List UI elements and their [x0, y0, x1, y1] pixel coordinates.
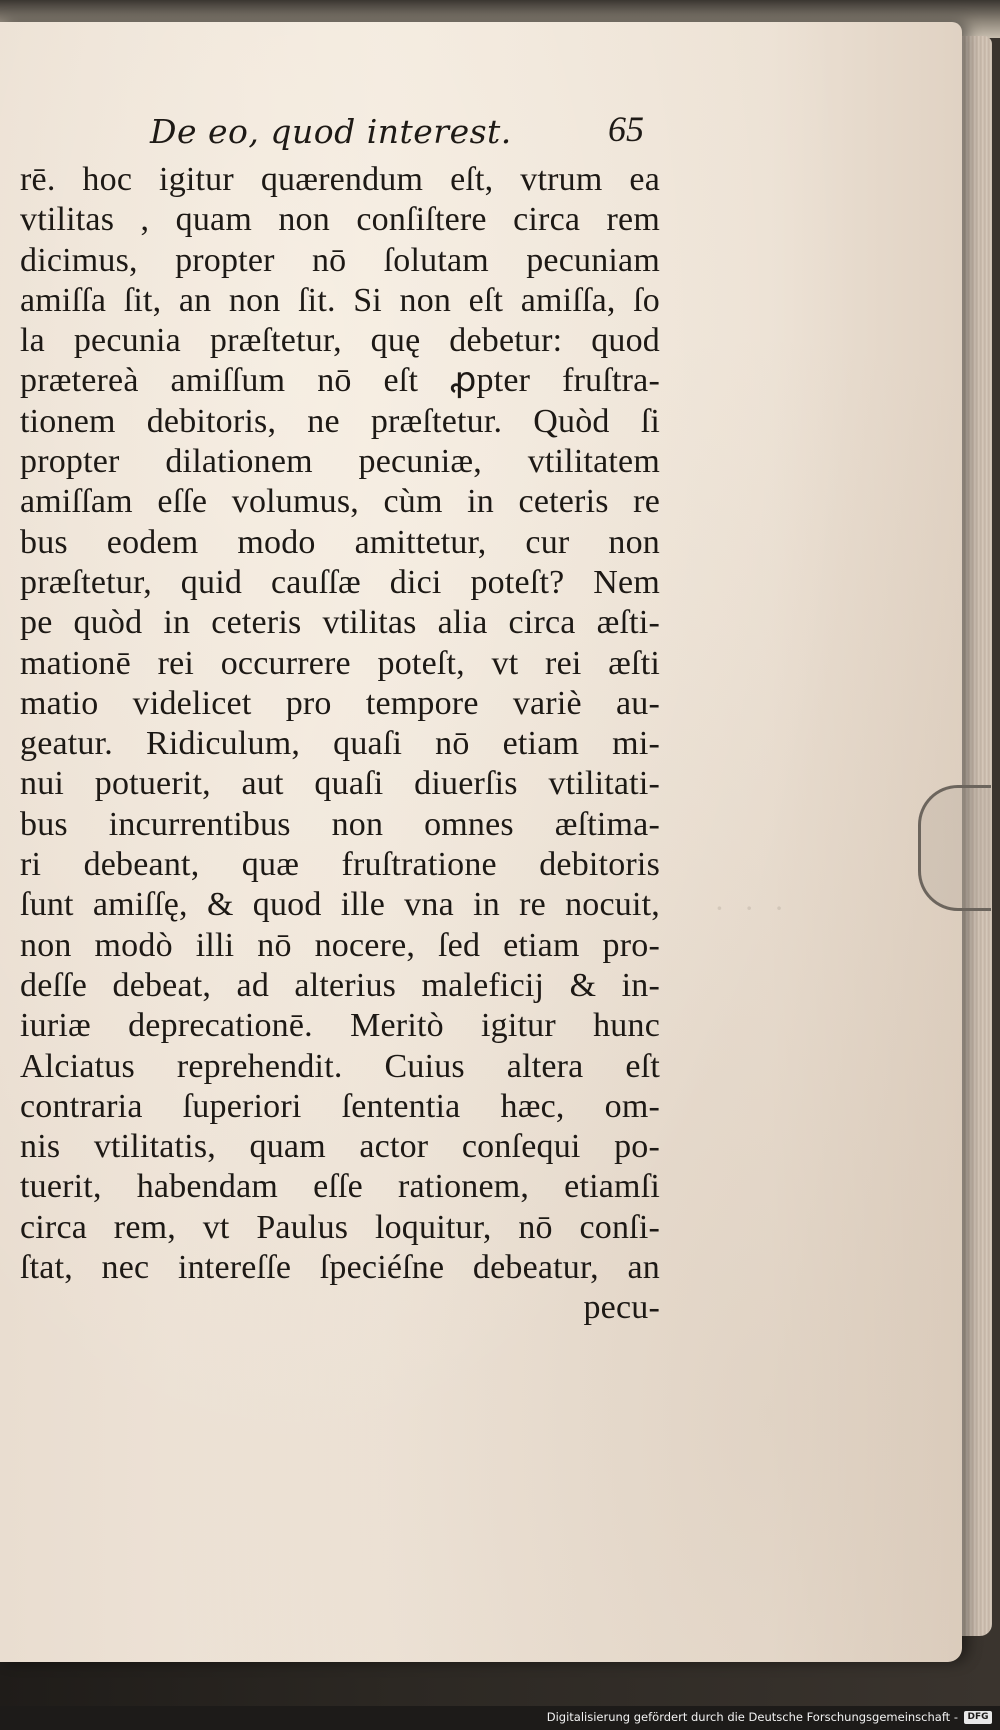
text-line: amiſſa ſit, an non ſit. Si non eſt amiſſa, ſo [20, 281, 660, 319]
text-line: deſſe debeat, ad alterius maleficij & in- [20, 966, 660, 1004]
text-line: bus incurrentibus non omnes æſtima- [20, 805, 660, 843]
text-line: circa rem, vt Paulus loquitur, nō conſi- [20, 1208, 660, 1246]
funding-note: Digitalisierung gefördert durch die Deutsche Forschungsgemeinschaft - [546, 1710, 958, 1724]
text-line: præſtetur, quid cauſſæ dici poteſt? Nem [20, 563, 660, 601]
text-line: tuerit, habendam eſſe rationem, etiamſi [20, 1168, 660, 1206]
text-line: nui potuerit, aut quaſi diuerſis vtilitati- [20, 765, 660, 803]
text-line: ri debeant, quæ fruſtratione debitoris [20, 846, 660, 884]
page-number: 65 [608, 109, 644, 149]
running-head: De eo, quod interest. [150, 112, 512, 151]
text-line: non modò illi nō nocere, ſed etiam pro- [20, 926, 660, 964]
text-line: matio videlicet pro tempore variè au- [20, 684, 660, 722]
text-line: geatur. Ridiculum, quaſi nō etiam mi- [20, 725, 660, 763]
text-line: mationē rei occurrere poteſt, vt rei æſti [20, 644, 660, 682]
text-line: dicimus, propter nō ſolutam pecuniam [20, 241, 660, 279]
text-line: rē. hoc igitur quærendum eſt, vtrum ea [20, 161, 660, 198]
text-line: iuriæ deprecationē. Meritò igitur hunc [20, 1007, 660, 1045]
text-line: ſtat, nec intereſſe ſpeciéſne debeatur, an [20, 1249, 660, 1287]
text-line: contraria ſuperiori ſententia hæc, om- [20, 1087, 660, 1125]
text-line: la pecunia præſtetur, quę debetur: quod [20, 322, 660, 360]
text-line: bus eodem modo amittetur, cur non [20, 523, 660, 561]
text-line: amiſſam eſſe volumus, cùm in ceteris re [20, 483, 660, 521]
text-line: tionem debitoris, ne præſtetur. Quòd ſi [20, 402, 660, 440]
text-line: vtilitas , quam non conſiſtere circa rem [20, 201, 660, 239]
text-line: nis vtilitatis, quam actor conſequi po- [20, 1128, 660, 1166]
page-clip-icon [918, 785, 991, 911]
text-line: prætereà amiſſum nō eſt ꝓpter fruſtra- [20, 362, 660, 400]
body-text [20, 160, 660, 1329]
show-through-marks: · · · [715, 892, 790, 925]
catchword: pecu- [583, 1289, 660, 1327]
text-line: Alciatus reprehendit. Cuius altera eſt [20, 1047, 660, 1085]
dfg-logo-icon: DFG [964, 1711, 992, 1724]
text-line: ſunt amiſſę, & quod ille vna in re nocuit, [20, 886, 660, 924]
text-line: pe quòd in ceteris vtilitas alia circa æſti- [20, 604, 660, 642]
text-line: propter dilationem pecuniæ, vtilitatem [20, 443, 660, 481]
